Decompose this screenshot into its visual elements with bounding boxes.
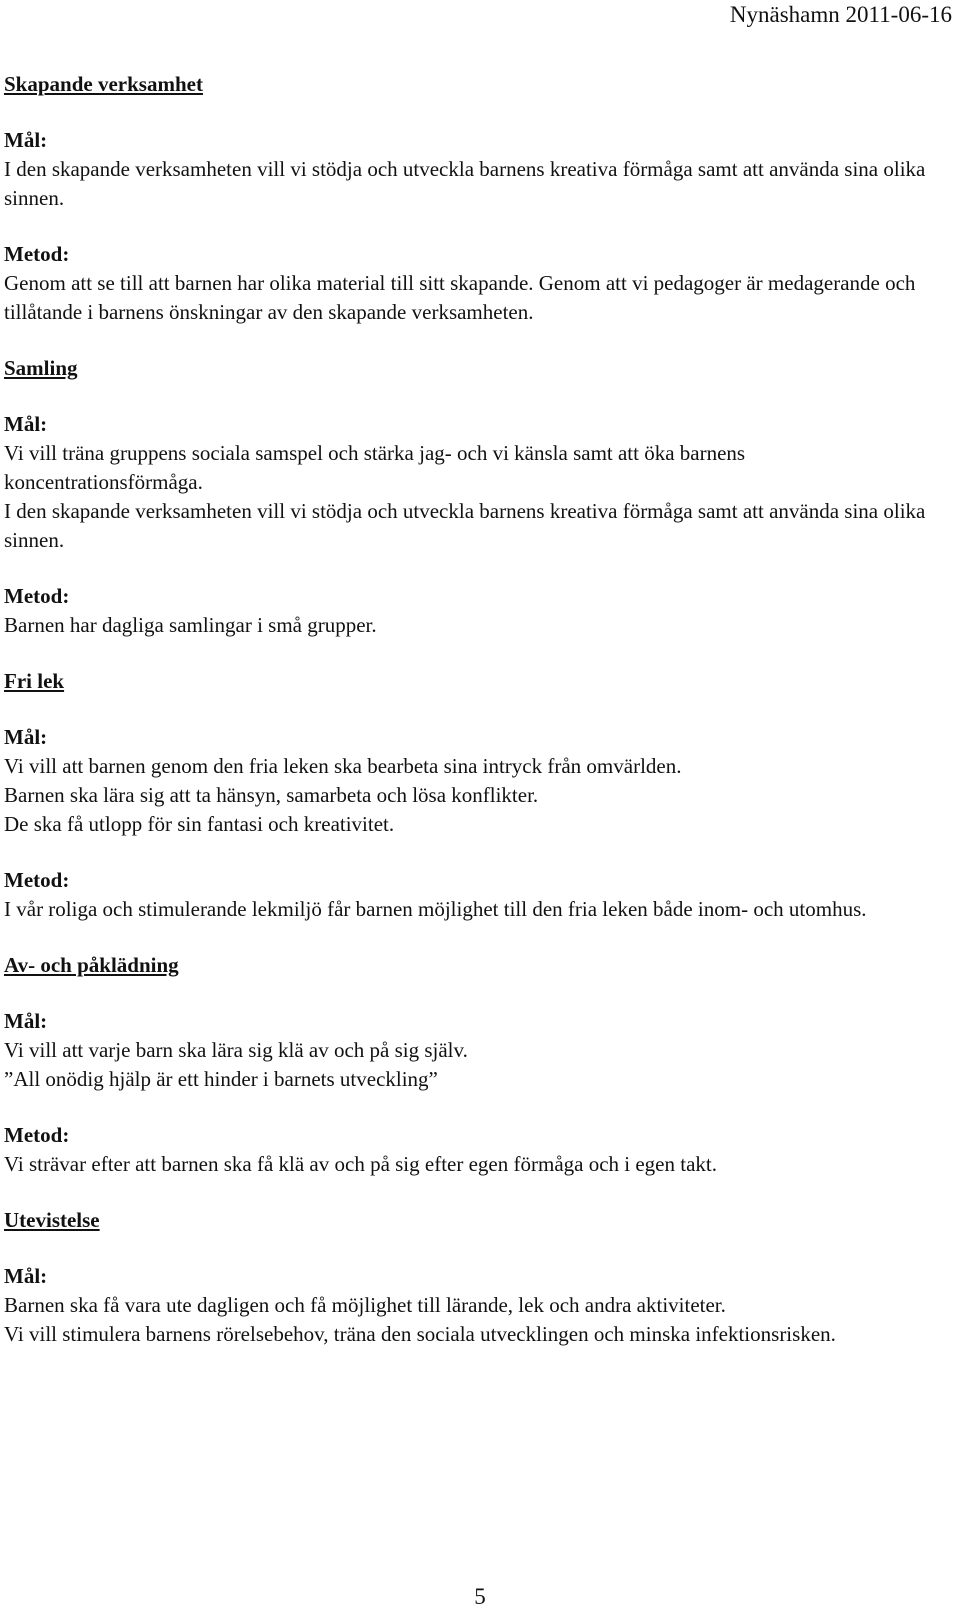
method-text: Vi strävar efter att barnen ska få klä av och på sig efter egen förmåga och i egen takt. bbox=[4, 1152, 717, 1176]
section-skapande-verksamhet bbox=[4, 70, 944, 327]
goal-label: Mål: bbox=[4, 128, 48, 152]
goal-text: Vi vill att varje barn ska lära sig klä av och på sig själv. bbox=[4, 1038, 468, 1062]
method-text: Barnen har dagliga samlingar i små grupper. bbox=[4, 613, 377, 637]
goal-text: I den skapande verksamheten vill vi stödja och utveckla barnens kreativa förmåga samt att använda sina olika sinnen. bbox=[4, 499, 926, 552]
goal-label: Mål: bbox=[4, 1009, 48, 1033]
goal-label: Mål: bbox=[4, 725, 48, 749]
method-text: I vår roliga och stimulerande lekmiljö får barnen möjlighet till den fria leken både inom- och utomhus. bbox=[4, 897, 867, 921]
goal-text: I den skapande verksamheten vill vi stödja och utveckla barnens kreativa förmåga samt att använda sina olika sinnen. bbox=[4, 157, 926, 210]
page-number: 5 bbox=[474, 1584, 486, 1609]
goal-label: Mål: bbox=[4, 412, 48, 436]
goal-text: Barnen ska lära sig att ta hänsyn, samarbeta och lösa konflikter. bbox=[4, 783, 539, 807]
section-utevistelse bbox=[4, 1206, 944, 1349]
method-label: Metod: bbox=[4, 1123, 70, 1147]
page-header-date: Nynäshamn 2011-06-16 bbox=[729, 2, 952, 27]
goal-quote: ”All onödig hjälp är ett hinder i barnets utveckling” bbox=[4, 1067, 438, 1091]
section-title: Utevistelse bbox=[4, 1208, 100, 1232]
method-label: Metod: bbox=[4, 242, 70, 266]
document-body bbox=[4, 70, 944, 1349]
goal-text: Vi vill träna gruppens sociala samspel och stärka jag- och vi känsla samt att öka barnens koncentrationsförmåga. bbox=[4, 441, 746, 494]
goal-text: Barnen ska få vara ute dagligen och få möjlighet till lärande, lek och andra aktiviteter. bbox=[4, 1293, 726, 1317]
section-title: Av- och påklädning bbox=[4, 953, 179, 977]
goal-label: Mål: bbox=[4, 1264, 48, 1288]
section-samling bbox=[4, 354, 944, 640]
section-title: Fri lek bbox=[4, 669, 65, 693]
method-label: Metod: bbox=[4, 868, 70, 892]
section-fri-lek bbox=[4, 667, 944, 924]
method-label: Metod: bbox=[4, 584, 70, 608]
section-title: Skapande verksamhet bbox=[4, 72, 203, 96]
goal-text: De ska få utlopp för sin fantasi och kreativitet. bbox=[4, 812, 395, 836]
goal-text: Vi vill att barnen genom den fria leken ska bearbeta sina intryck från omvärlden. bbox=[4, 754, 682, 778]
goal-text: Vi vill stimulera barnens rörelsebehov, träna den sociala utvecklingen och minska infektionsrisken. bbox=[4, 1322, 836, 1346]
section-title: Samling bbox=[4, 356, 78, 380]
section-av-och-paklädning bbox=[4, 951, 944, 1179]
method-text: Genom att se till att barnen har olika material till sitt skapande. Genom att vi pedagoger är medagerande och tillåtande i barnens önskningar av den skapande verksamheten. bbox=[4, 271, 916, 324]
